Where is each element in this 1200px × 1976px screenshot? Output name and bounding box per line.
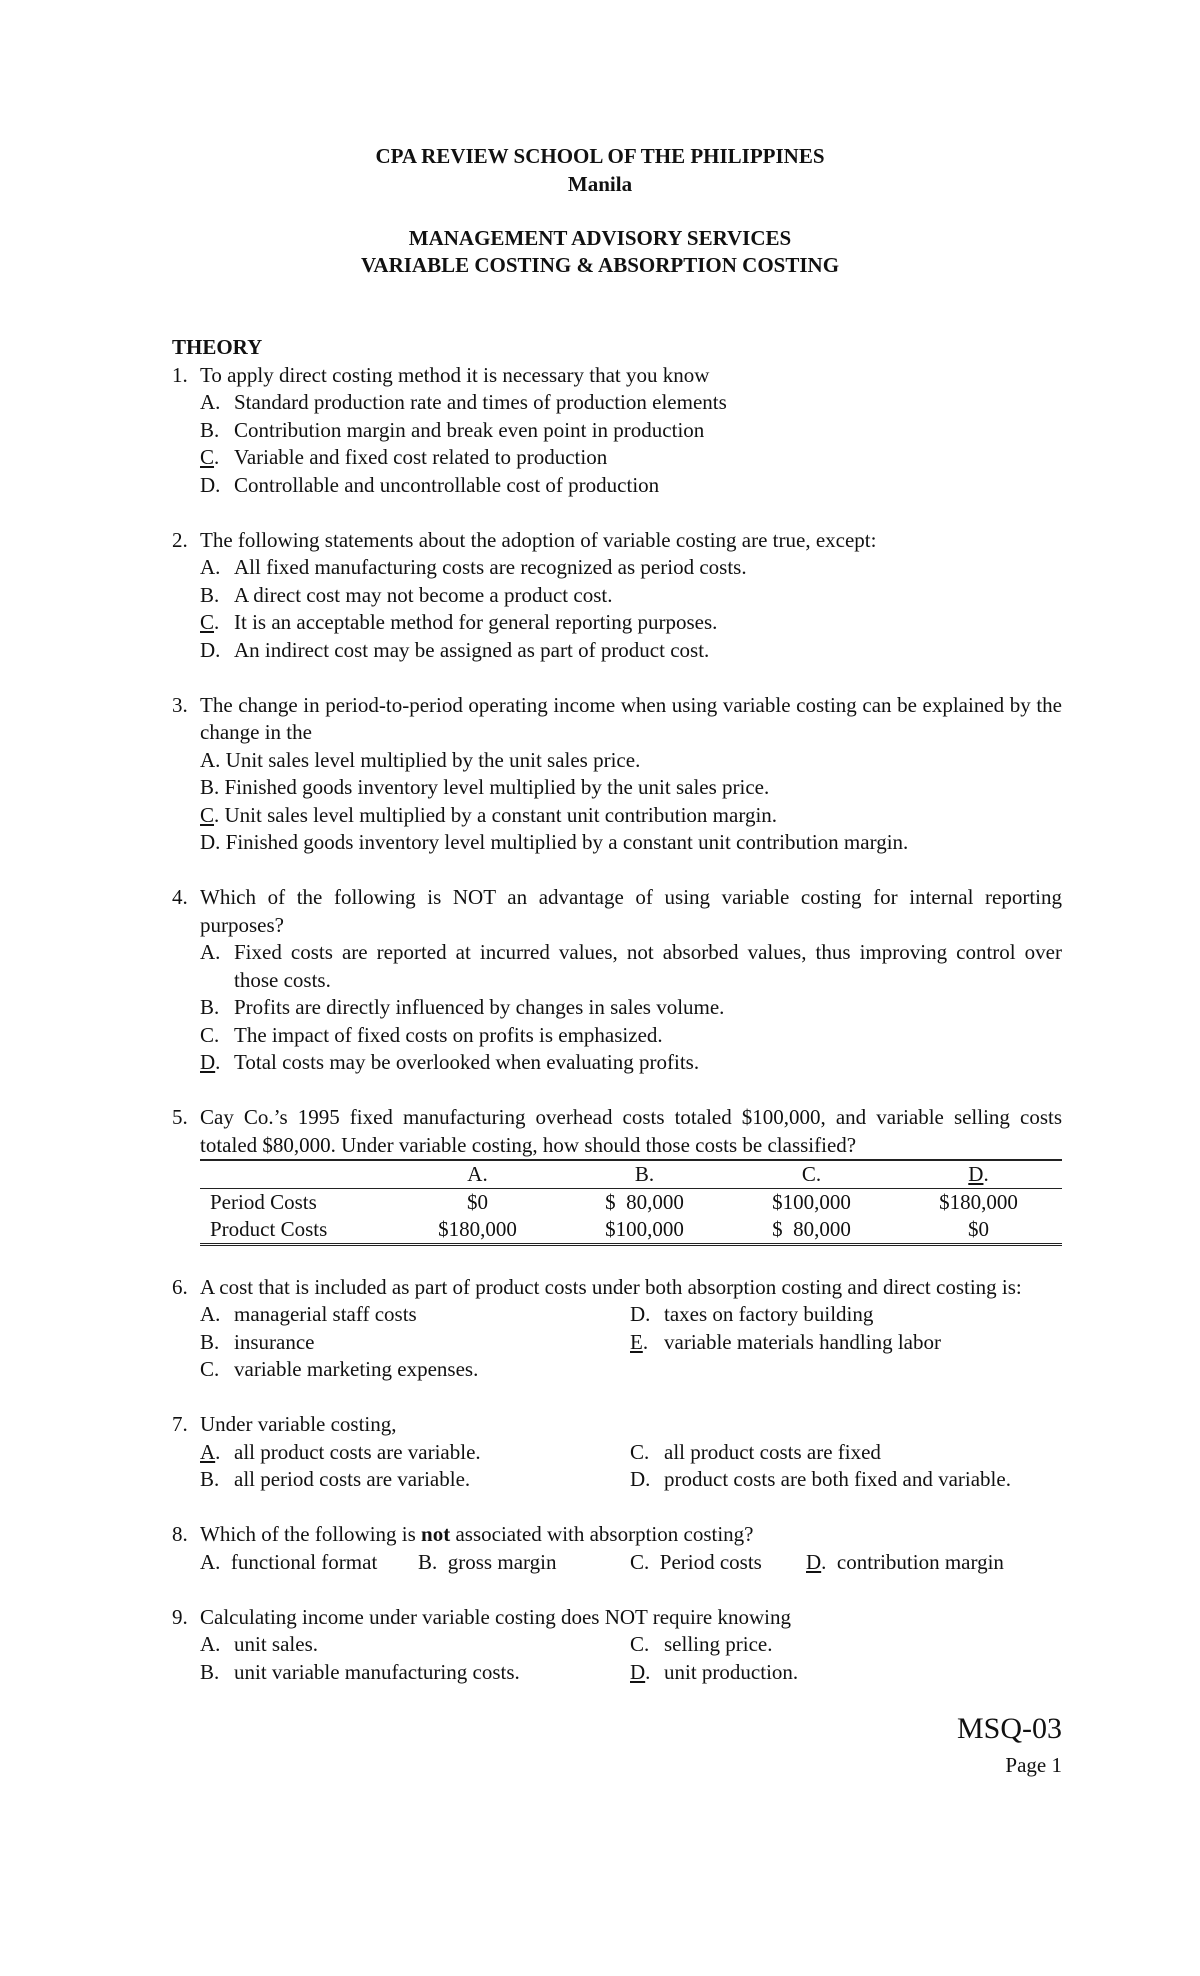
table-row: Period Costs $0 $ 80,000 $100,000 $180,000 [210,1190,1018,1214]
option-a: A. unit sales. [200,1632,318,1656]
question-4 [172,884,1062,1077]
option-b: B. gross margin [418,1549,557,1574]
option-b: B. Finished goods inventory level multiplied by the unit sales price. [200,775,770,799]
option-c-answer: C. Variable and fixed cost related to production [200,445,608,469]
question-text: A cost that is included as part of product costs under both absorption costing and direct costing is: [200,1274,1022,1299]
topic-title: VARIABLE COSTING & ABSORPTION COSTING [360,253,840,277]
option-b: B. Profits are directly influenced by changes in sales volume. [200,995,725,1019]
question-text: Which of the following is NOT an advantage of using variable costing for internal reporting purposes? [200,885,1062,937]
option-d: D. taxes on factory building [630,1302,874,1326]
question-2 [172,527,1062,665]
question-text: The following statements about the adoption of variable costing are true, except: [200,527,877,552]
column-a: A. [394,1160,561,1189]
option-c: C. selling price. [630,1632,773,1656]
option-c-answer: C. Unit sales level multiplied by a constant unit contribution margin. [200,802,778,827]
question-text: The change in period-to-period operating income when using variable costing can be explained by the change in the [200,692,1062,744]
page-number: Page 1 [1005,1753,1062,1777]
option-c: C. Period costs [630,1549,762,1574]
question-text: To apply direct costing method it is necessary that you know [200,362,710,387]
option-d: D. An indirect cost may be assigned as part of product cost. [200,637,710,662]
subject-title: MANAGEMENT ADVISORY SERVICES [408,226,792,250]
question-1 [172,362,1062,500]
school-city: Manila [567,172,633,196]
school-name: CPA REVIEW SCHOOL OF THE PHILIPPINES [375,144,825,168]
question-text: Cay Co.’s 1995 fixed manufacturing overhead costs totaled $100,000, and variable selling costs totaled $80,000. Under variable costing, how should those costs be classified? [200,1105,1062,1157]
option-c: C. all product costs are fixed [630,1439,881,1464]
question-number: 1. [172,362,188,387]
option-a: A. All fixed manufacturing costs are recognized as period costs. [200,555,747,579]
document-code: MSQ-03 [956,1712,1062,1745]
option-c: C. variable marketing expenses. [200,1357,479,1381]
question-7 [172,1411,1062,1494]
option-b: B. unit variable manufacturing costs. [200,1659,520,1684]
cost-classification-table [200,1159,1062,1246]
inline-options [200,1549,1062,1577]
option-d-answer: D. unit production. [630,1659,799,1684]
question-3 [172,692,1062,857]
option-d: D. Finished goods inventory level multiplied by a constant unit contribution margin. [200,830,909,854]
question-8 [172,1521,1062,1576]
question-text: Under variable costing, [200,1412,397,1436]
option-a-answer: A. all product costs are variable. [200,1439,481,1464]
table-row: Product Costs $180,000 $100,000 $ 80,000 $0 [200,1216,1062,1245]
column-c: C. [728,1160,895,1189]
column-d-answer: D. [895,1160,1062,1189]
option-a: A. Fixed costs are reported at incurred values, not absorbed values, thus improving control over those costs. [200,940,1062,992]
question-number: 9. [172,1604,188,1629]
question-number: 4. [172,885,188,909]
question-text: Which of the following is not associated with absorption costing? [200,1522,754,1546]
option-b: B. Contribution margin and break even point in production [200,417,705,442]
option-c-answer: C. It is an acceptable method for general reporting purposes. [200,610,718,634]
option-e-answer: E. variable materials handling labor [630,1329,941,1354]
question-9 [172,1604,1062,1687]
question-number: 2. [172,527,188,552]
question-5 [172,1104,1062,1246]
option-b: B. A direct cost may not become a product cost. [200,582,613,607]
option-a: A. functional format [200,1549,378,1574]
option-d-answer: D. Total costs may be overlooked when evaluating profits. [200,1050,700,1074]
question-number: 8. [172,1522,188,1546]
option-a: A. Unit sales level multiplied by the unit sales price. [200,747,641,772]
option-d: D. product costs are both fixed and variable. [630,1467,1011,1491]
questions-content [172,334,1062,1714]
option-d-answer: D. contribution margin [806,1549,1004,1574]
option-c: C. The impact of fixed costs on profits is emphasized. [200,1022,663,1047]
question-number: 6. [172,1274,188,1299]
question-number: 7. [172,1412,188,1436]
table-header-row [200,1160,1062,1189]
question-text: Calculating income under variable costing does NOT require knowing [200,1604,791,1629]
option-a: A. Standard production rate and times of production elements [200,390,727,414]
question-number: 3. [172,692,188,717]
option-b: B. insurance [200,1329,315,1354]
section-title: THEORY [172,335,263,359]
option-a: A. managerial staff costs [200,1302,417,1326]
column-b: B. [561,1160,728,1189]
question-number: 5. [172,1105,188,1129]
option-d: D. Controllable and uncontrollable cost of production [200,472,660,497]
option-b: B. all period costs are variable. [200,1467,471,1491]
question-6 [172,1274,1062,1384]
